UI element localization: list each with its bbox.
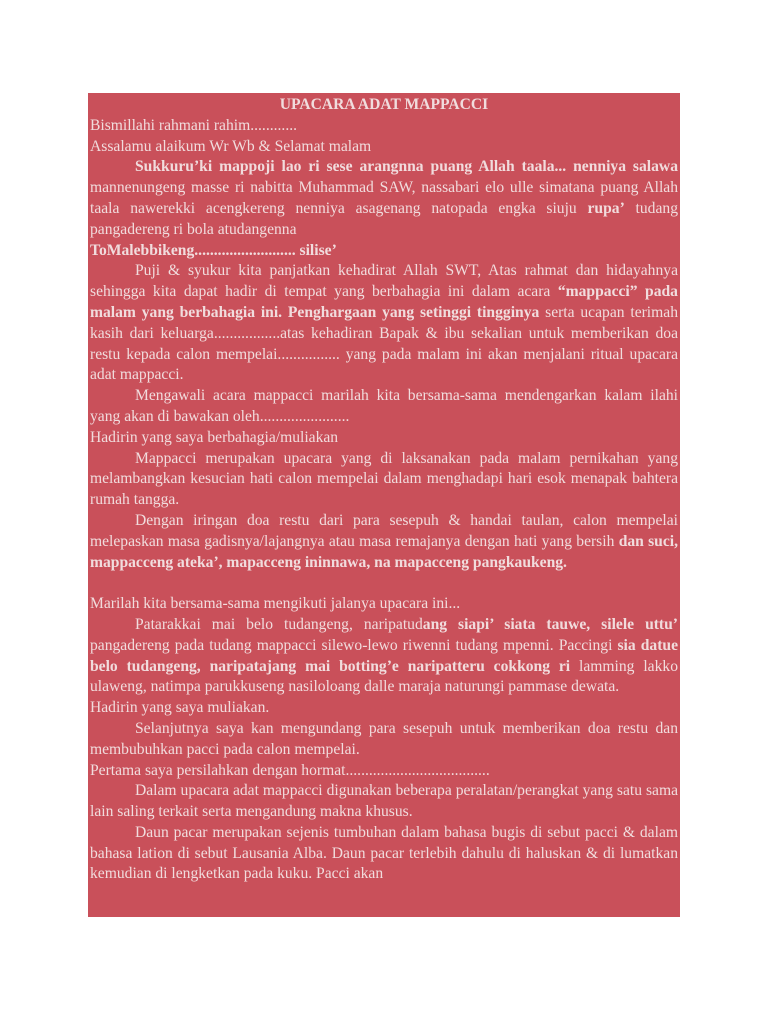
paragraph-puji-text2: serta ucapan terimah kasih dari keluarga.................atas kehadiran Bapak & ibu sekalian untuk memberikan doa restu kepada calon mempelai................ yang pada malam ini akan menjalani ritual upacara adat mappacci.	[90, 303, 678, 384]
paragraph-puji-text: Puji & syukur kita panjatkan kehadirat Allah SWT, Atas rahmat dan hidayahnya sehingga kita dapat hadir di tempat yang berbahagia ini dalam acara	[90, 262, 678, 301]
document-body	[88, 93, 680, 885]
paragraph-iringan-text: Dengan iringan doa restu dari para sesepuh & handai taulan, calon mempelai melepaskan masa gadisnya/lajangnya atau masa remajanya dengan hati yang bersih	[90, 511, 678, 550]
blank-line	[90, 573, 678, 594]
paragraph-patarakkai	[90, 615, 678, 698]
paragraph-mappacci-def: Mappacci merupakan upacara yang di laksanakan pada malam pernikahan yang melambangkan kesucian hati calon mempelai dalam menghadapi hari esok menapak bahtera rumah tangga.	[90, 449, 678, 509]
paragraph-sukkuru-bold2: rupa’	[587, 199, 625, 217]
paragraph-hadirin-1: Hadirin yang saya berbahagia/muliakan	[90, 428, 339, 446]
paragraph-iringan-bold: dan suci, mappacceng ateka’, mapacceng ininnawa, na mapacceng pangkaukeng.	[90, 532, 679, 571]
paragraph-bismillah: Bismillahi rahmani rahim............	[90, 116, 298, 134]
paragraph-hadirin-2: Hadirin yang saya muliakan.	[90, 699, 270, 717]
paragraph-puji-syukur	[90, 261, 678, 386]
document-page	[88, 93, 680, 917]
paragraph-mengawali: Mengawali acara mappacci marilah kita bersama-sama mendengarkan kalam ilahi yang akan di bawakan oleh.......................	[90, 387, 678, 425]
paragraph-sukkuru-text2: tudang pangadereng ri bola atudangenna	[90, 199, 678, 238]
paragraph-patarakkai-bold: ang siapi’ siata tauwe, silele uttu’	[422, 615, 678, 633]
paragraph-sukkuru-bold: Sukkuru’ki mappoji lao ri sese arangnna puang Allah taala... nenniya salawa	[135, 158, 678, 176]
paragraph-daun-pacar: Daun pacar merupakan sejenis tumbuhan dalam bahasa bugis di sebut pacci & dalam bahasa lation di sebut Lausania Alba. Daun pacar terlebih dahulu di haluskan & di lumatkan kemudian di lengketkan pada kuku. Pacci akan	[90, 823, 678, 883]
paragraph-patarakkai-text3: lamming lakko ulaweng, natimpa parukkuseng nasiloloang dalle maraja naturungi pammase dewata.	[90, 657, 678, 696]
paragraph-marilah: Marilah kita bersama-sama mengikuti jalanya upacara ini...	[90, 595, 461, 613]
paragraph-tomalebbikeng-bold: ToMalebbikeng.......................... silise’	[90, 241, 337, 259]
paragraph-pertama: Pertama saya persilahkan dengan hormat.....................................	[90, 761, 490, 779]
paragraph-iringan-doa	[90, 511, 678, 573]
document-title: UPACARA ADAT MAPPACCI	[279, 96, 489, 113]
paragraph-patarakkai-bold2: sia datue belo tudangeng, naripatajang mai botting’e naripatteru cokkong ri	[90, 636, 678, 675]
paragraph-tomalebbikeng	[90, 241, 678, 262]
paragraph-selanjutnya: Selanjutnya saya kan mengundang para sesepuh untuk memberikan doa restu dan membubuhkan pacci pada calon mempelai.	[90, 719, 678, 758]
paragraph-patarakkai-text2: pangadereng pada tudang mappacci silewo-lewo riwenni tudang mpenni. Paccingi	[90, 636, 613, 654]
paragraph-sukkuru	[90, 157, 678, 240]
paragraph-sukkuru-text: mannenungeng masse ri nabitta Muhammad SAW, nassabari elo ulle simatana puang Allah taala nawerekki acengkereng nenniya asagenang natopada engka siuju	[90, 179, 678, 217]
paragraph-greeting: Assalamu alaikum Wr Wb & Selamat malam	[90, 137, 372, 155]
paragraph-puji-bold: “mappacci” pada malam yang berbahagia ini. Penghargaan yang setinggi tingginya	[90, 283, 678, 321]
paragraph-peralatan: Dalam upacara adat mappacci digunakan beberapa peralatan/perangkat yang satu sama lain saling terkait serta mengandung makna khusus.	[90, 782, 678, 821]
paragraph-patarakkai-text: Patarakkai mai belo tudangeng, naripatud	[135, 615, 423, 633]
